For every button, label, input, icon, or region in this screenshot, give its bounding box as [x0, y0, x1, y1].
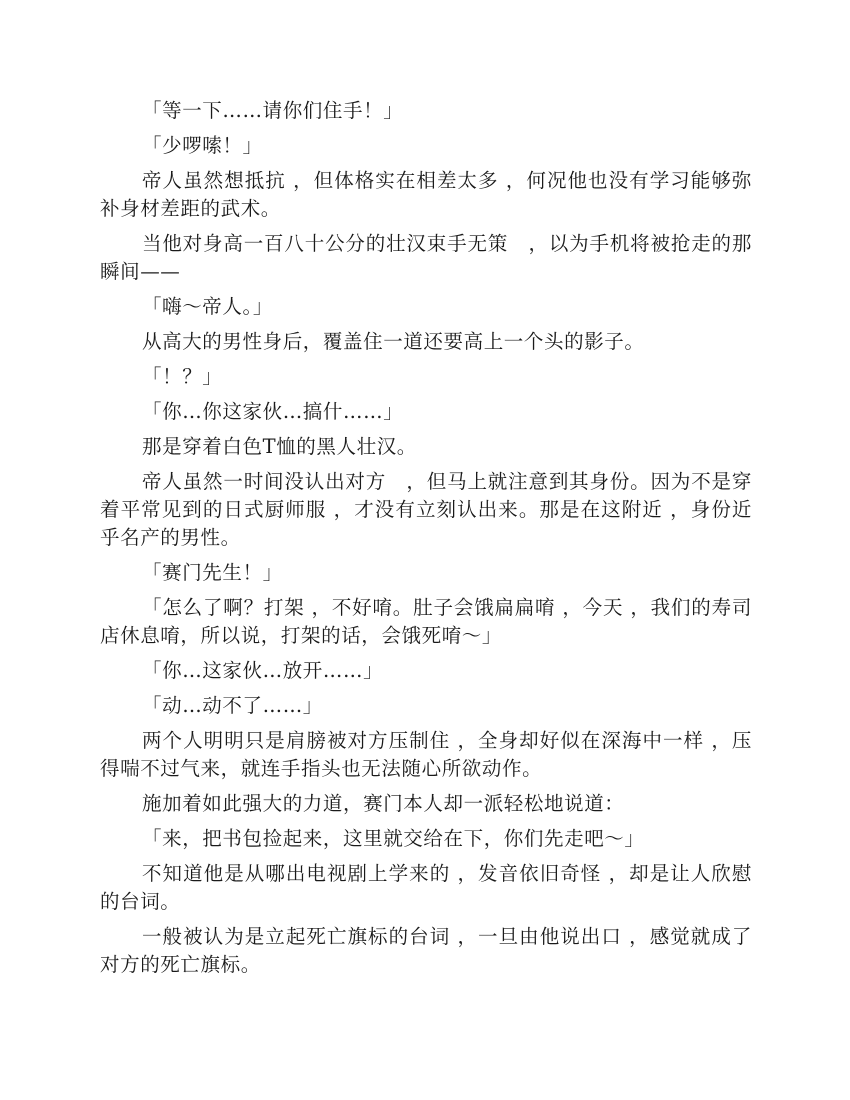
dialogue-paragraph: 「来，把书包捡起来，这里就交给在下，你们先走吧～」 — [142, 827, 645, 850]
narration-paragraph: 从高大的男性身后，覆盖住一道还要高上一个头的影子。 — [142, 330, 645, 353]
narration-paragraph: 一般被认为是立起死亡旗标的台词 ，一旦由他说出口 ，感觉就成了对方的死亡旗标。 — [100, 925, 752, 976]
narration-paragraph: 帝人虽然一时间没认出对方 ，但马上就注意到其身份。因为不是穿着平常见到的日式厨师服 ，才没有立刻认出来。那是在这附近 ，身份近乎名产的男性。 — [100, 470, 752, 549]
narration-paragraph: 当他对身高一百八十公分的壮汉束手无策 ，以为手机将被抢走的那瞬间—— — [100, 232, 752, 283]
narration-paragraph: 施加着如此强大的力道，赛门本人却一派轻松地说道： — [142, 792, 625, 815]
dialogue-paragraph: 「你…这家伙…放开……」 — [142, 659, 384, 682]
dialogue-paragraph: 「嗨～帝人。」 — [142, 295, 273, 318]
dialogue-paragraph: 「等一下……请你们住手！」 — [142, 99, 404, 122]
dialogue-paragraph: 「赛门先生！」 — [142, 561, 283, 584]
document-page — [100, 97, 752, 986]
narration-paragraph: 不知道他是从哪出电视剧上学来的 ，发音依旧奇怪 ，却是让人欣慰的台词。 — [100, 862, 752, 913]
narration-paragraph: 那是穿着白色T恤的黑人壮汉。 — [142, 435, 417, 458]
narration-paragraph: 两个人明明只是肩膀被对方压制住 ，全身却好似在深海中一样 ，压得喘不过气来，就连手指头也无法随心所欲动作。 — [100, 729, 752, 780]
dialogue-paragraph: 「动…动不了……」 — [142, 694, 323, 717]
narration-paragraph: 帝人虽然想抵抗 ，但体格实在相差太多 ，何况他也没有学习能够弥补身材差距的武术。 — [100, 169, 752, 220]
dialogue-paragraph: 「怎么了啊？打架 ，不好唷。肚子会饿扁扁唷 ，今天 ，我们的寿司店休息唷，所以说，打架的话，会饿死唷～」 — [100, 596, 752, 647]
dialogue-paragraph: 「！？」 — [142, 365, 223, 388]
dialogue-paragraph: 「少啰嗦！」 — [142, 134, 263, 157]
dialogue-paragraph: 「你…你这家伙…搞什……」 — [142, 400, 404, 423]
